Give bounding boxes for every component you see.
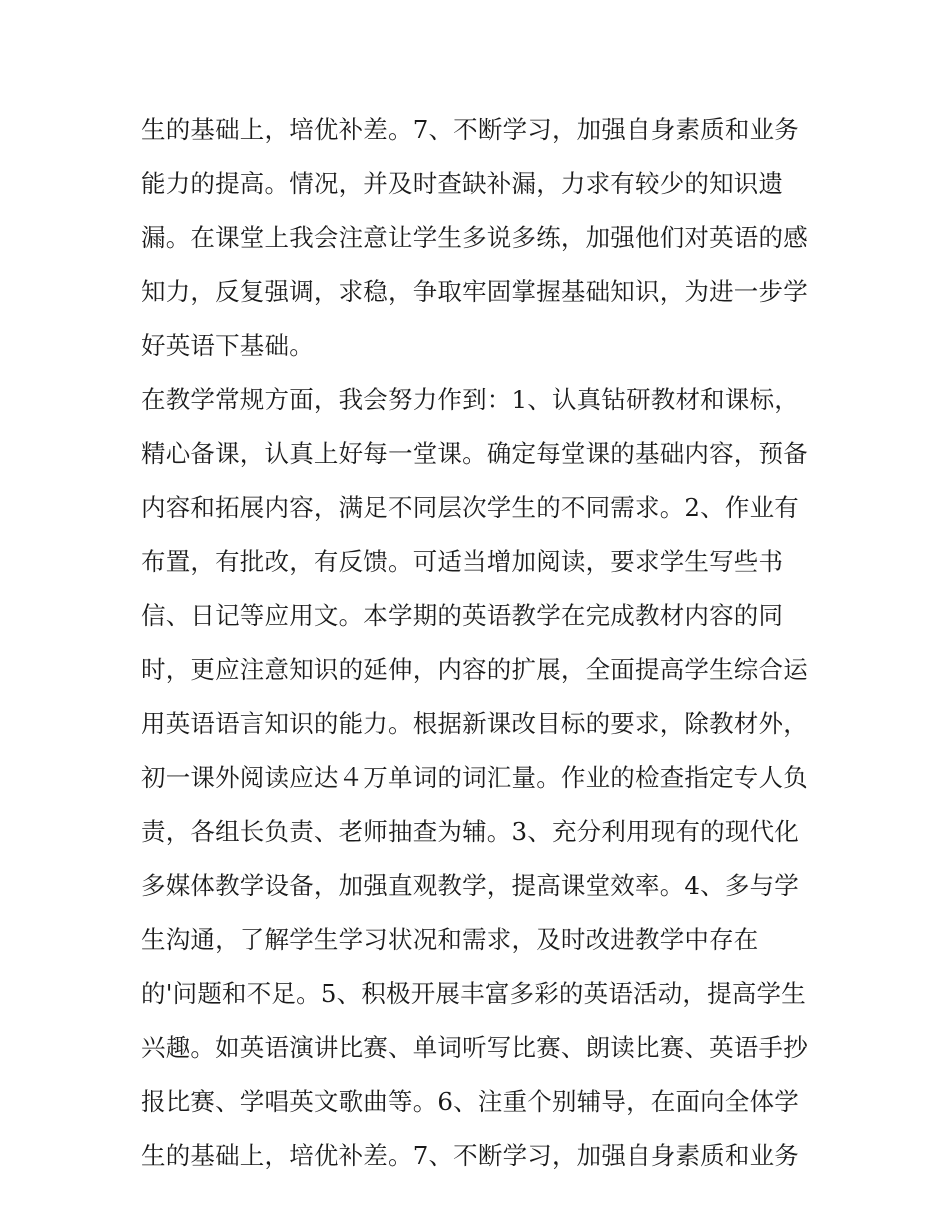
text-line: 生沟通，了解学生学习状况和需求，及时改进教学中存在 — [141, 925, 759, 954]
text-line: 好英语下基础。 — [141, 331, 314, 360]
text-line: 用英语语言知识的能力。根据新课改目标的要求，除教材外， — [141, 709, 808, 738]
text-line: 生的基础上，培优补差。7、不断学习，加强自身素质和业务 — [141, 1141, 799, 1170]
text-line: 的'问题和不足。5、积极开展丰富多彩的英语活动，提高学生 — [141, 979, 806, 1008]
text-line: 初一课外阅读应达４万单词的词汇量。作业的检查指定专人负 — [141, 763, 808, 792]
text-line: 知力，反复强调，求稳，争取牢固掌握基础知识，为进一步学 — [141, 277, 808, 306]
text-line: 漏。在课堂上我会注意让学生多说多练，加强他们对英语的感 — [141, 223, 808, 252]
text-line: 责，各组长负责、老师抽查为辅。3、充分利用现有的现代化 — [141, 817, 799, 846]
text-line: 能力的提高。情况，并及时查缺补漏，力求有较少的知识遗 — [141, 169, 784, 198]
text-line: 兴趣。如英语演讲比赛、单词听写比赛、朗读比赛、英语手抄 — [141, 1033, 808, 1062]
text-line: 信、日记等应用文。本学期的英语教学在完成教材内容的同 — [141, 601, 784, 630]
text-line: 报比赛、学唱英文歌曲等。6、注重个别辅导，在面向全体学 — [141, 1087, 799, 1116]
text-line: 在教学常规方面，我会努力作到：1、认真钻研教材和课标， — [141, 385, 799, 414]
text-line: 时，更应注意知识的延伸，内容的扩展，全面提高学生综合运 — [141, 655, 808, 684]
text-line: 生的基础上，培优补差。7、不断学习，加强自身素质和业务 — [141, 115, 799, 144]
text-line: 精心备课，认真上好每一堂课。确定每堂课的基础内容，预备 — [141, 439, 808, 468]
text-line: 布置，有批改，有反馈。可适当增加阅读，要求学生写些书 — [141, 547, 784, 576]
text-line: 多媒体教学设备，加强直观教学，提高课堂效率。4、多与学 — [141, 871, 799, 900]
text-line: 内容和拓展内容，满足不同层次学生的不同需求。2、作业有 — [141, 493, 799, 522]
